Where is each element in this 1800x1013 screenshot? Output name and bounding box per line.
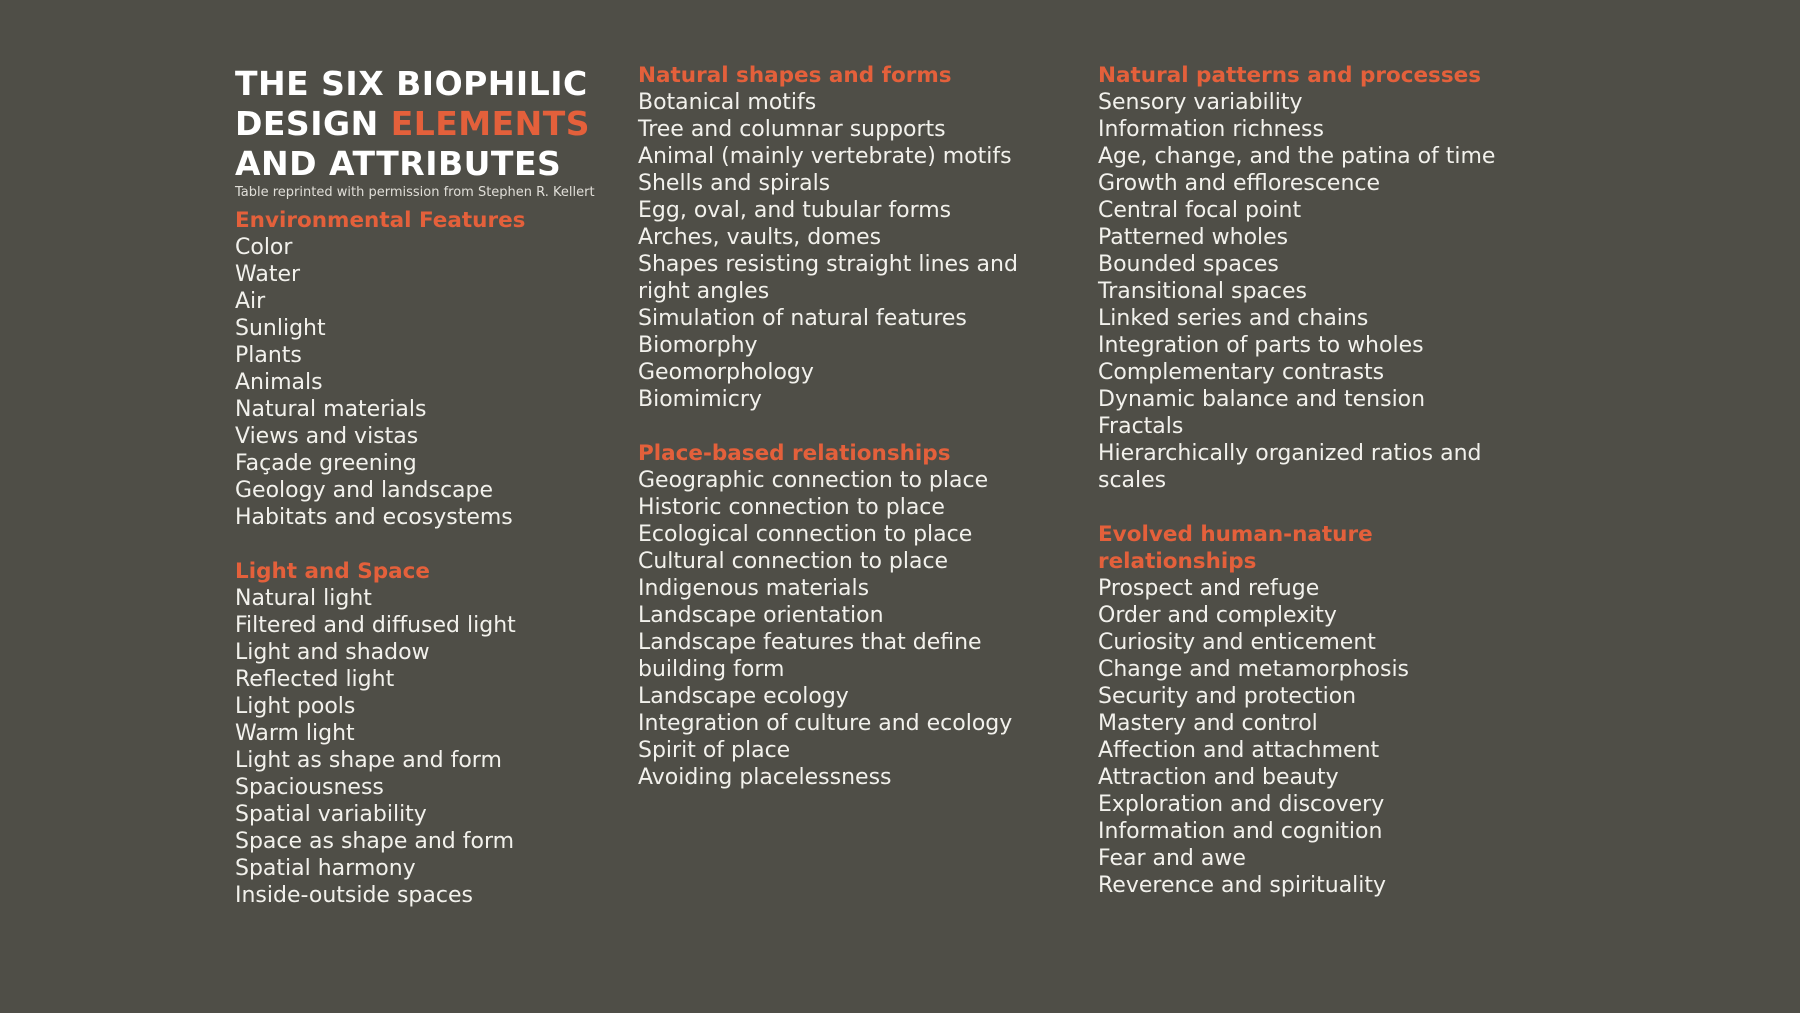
list-item: Linked series and chains xyxy=(1098,306,1369,331)
list-item: Bounded spaces xyxy=(1098,252,1279,277)
column-3 xyxy=(1098,62,1538,899)
list-item: Avoiding placelessness xyxy=(638,765,892,790)
section-heading: Light and Space xyxy=(235,559,430,584)
credit-line: Table reprinted with permission from Stephen R. Kellert xyxy=(235,185,595,200)
list-item: Complementary contrasts xyxy=(1098,360,1385,385)
list-item: Attraction and beauty xyxy=(1098,765,1339,790)
list-item: Simulation of natural features xyxy=(638,306,967,331)
list-item: Light and shadow xyxy=(235,640,430,665)
item-list xyxy=(638,89,1058,413)
list-item: Affection and attachment xyxy=(1098,738,1380,763)
section-heading: Environmental Features xyxy=(235,208,526,233)
title-line-2-accent: ELEMENTS xyxy=(390,104,591,143)
list-item: Plants xyxy=(235,343,302,368)
list-item: Light pools xyxy=(235,694,356,719)
list-item: Curiosity and enticement xyxy=(1098,630,1376,655)
list-item: Information richness xyxy=(1098,117,1324,142)
title-line-3: AND ATTRIBUTES xyxy=(235,144,562,183)
list-item: Dynamic balance and tension xyxy=(1098,387,1426,412)
list-item: Color xyxy=(235,235,293,260)
list-item: Sunlight xyxy=(235,316,326,341)
list-item: Growth and efflorescence xyxy=(1098,171,1381,196)
list-item: Habitats and ecosystems xyxy=(235,505,513,530)
list-item: Transitional spaces xyxy=(1098,279,1307,304)
item-list xyxy=(1098,89,1538,494)
list-item: Inside-outside spaces xyxy=(235,883,473,908)
list-item: Cultural connection to place xyxy=(638,549,949,574)
list-item: Ecological connection to place xyxy=(638,522,973,547)
list-item: Spirit of place xyxy=(638,738,791,763)
list-item: Landscape ecology xyxy=(638,684,849,709)
list-item: Natural materials xyxy=(235,397,427,422)
list-item: Spatial variability xyxy=(235,802,427,827)
list-item: Fractals xyxy=(1098,414,1184,439)
list-item: Order and complexity xyxy=(1098,603,1337,628)
list-item: Spaciousness xyxy=(235,775,384,800)
list-item: Sensory variability xyxy=(1098,90,1303,115)
list-item: Spatial harmony xyxy=(235,856,416,881)
list-item: Historic connection to place xyxy=(638,495,945,520)
list-item: Geographic connection to place xyxy=(638,468,989,493)
list-item: Reverence and spirituality xyxy=(1098,873,1387,898)
list-item: Change and metamorphosis xyxy=(1098,657,1410,682)
list-item: Tree and columnar supports xyxy=(638,117,946,142)
item-list xyxy=(235,585,625,909)
section-natural-shapes-and-forms xyxy=(638,62,1058,413)
item-list xyxy=(1098,575,1538,899)
section-light-and-space xyxy=(235,558,625,909)
list-item: Geomorphology xyxy=(638,360,814,385)
section-natural-patterns-and-processes xyxy=(1098,62,1538,494)
list-item: Age, change, and the patina of time xyxy=(1098,144,1496,169)
section-evolved-human-nature-relationships xyxy=(1098,521,1538,899)
list-item: Integration of parts to wholes xyxy=(1098,333,1424,358)
list-item: Information and cognition xyxy=(1098,819,1383,844)
list-item: Mastery and control xyxy=(1098,711,1318,736)
list-item: Arches, vaults, domes xyxy=(638,225,882,250)
list-item: Views and vistas xyxy=(235,424,419,449)
list-item: Indigenous materials xyxy=(638,576,870,601)
list-item: Light as shape and form xyxy=(235,748,502,773)
list-item: Hierarchically organized ratios and scales xyxy=(1098,441,1482,493)
page-title xyxy=(235,64,625,184)
section-heading: Place-based relationships xyxy=(638,441,951,466)
column-2 xyxy=(638,62,1058,791)
list-item: Animal (mainly vertebrate) motifs xyxy=(638,144,1012,169)
section-environmental-features xyxy=(235,207,625,531)
item-list xyxy=(638,467,1058,791)
title-line-2-plain: DESIGN xyxy=(235,104,391,143)
list-item: Water xyxy=(235,262,301,287)
list-item: Botanical motifs xyxy=(638,90,817,115)
list-item: Prospect and refuge xyxy=(1098,576,1320,601)
section-heading: Natural patterns and processes xyxy=(1098,63,1482,88)
item-list xyxy=(235,234,625,531)
column-1 xyxy=(235,62,625,909)
list-item: Security and protection xyxy=(1098,684,1357,709)
list-item: Space as shape and form xyxy=(235,829,515,854)
list-item: Air xyxy=(235,289,266,314)
list-item: Landscape features that define building form xyxy=(638,630,982,682)
list-item: Egg, oval, and tubular forms xyxy=(638,198,952,223)
list-item: Façade greening xyxy=(235,451,417,476)
section-heading: Natural shapes and forms xyxy=(638,63,952,88)
list-item: Shapes resisting straight lines and right angles xyxy=(638,252,1018,304)
title-line-2 xyxy=(235,104,625,144)
list-item: Filtered and diffused light xyxy=(235,613,516,638)
list-item: Biomimicry xyxy=(638,387,762,412)
list-item: Natural light xyxy=(235,586,372,611)
list-item: Central focal point xyxy=(1098,198,1302,223)
list-item: Patterned wholes xyxy=(1098,225,1289,250)
list-item: Animals xyxy=(235,370,323,395)
list-item: Integration of culture and ecology xyxy=(638,711,1013,736)
section-heading: Evolved human-nature relationships xyxy=(1098,522,1373,574)
list-item: Fear and awe xyxy=(1098,846,1246,871)
list-item: Exploration and discovery xyxy=(1098,792,1385,817)
list-item: Landscape orientation xyxy=(638,603,884,628)
list-item: Reflected light xyxy=(235,667,395,692)
section-place-based-relationships xyxy=(638,440,1058,791)
title-line-1: THE SIX BIOPHILIC xyxy=(235,64,588,103)
list-item: Geology and landscape xyxy=(235,478,494,503)
list-item: Warm light xyxy=(235,721,355,746)
list-item: Biomorphy xyxy=(638,333,758,358)
list-item: Shells and spirals xyxy=(638,171,831,196)
